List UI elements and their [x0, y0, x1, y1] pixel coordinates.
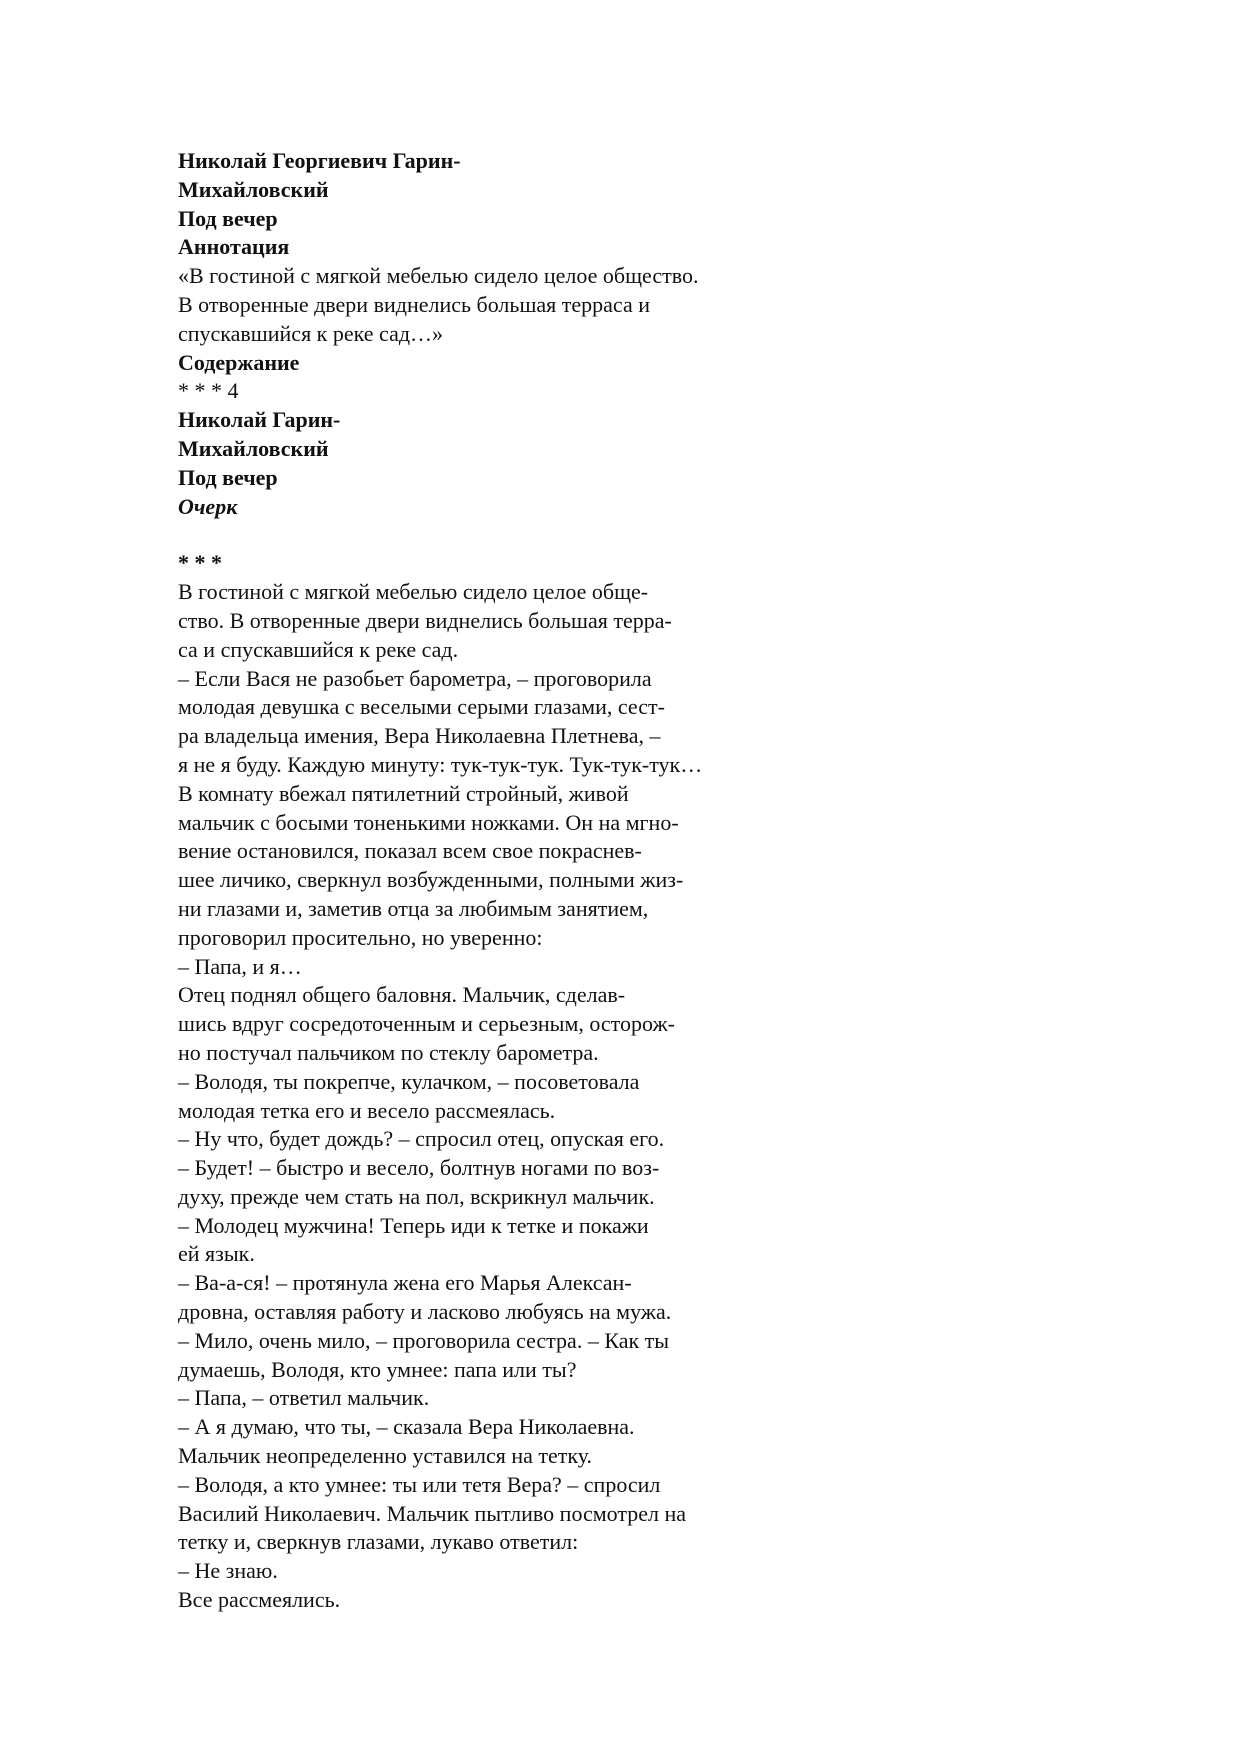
page-content: [178, 147, 898, 1615]
book-title: Под вечер: [178, 205, 278, 231]
body-line: вение остановился, показал всем свое покраснев-: [178, 838, 642, 864]
body-line: – Не знаю.: [178, 1558, 278, 1584]
author-name-line-1: Николай Георгиевич Гарин-: [178, 148, 461, 173]
body-line: духу, прежде чем стать на пол, вскрикнул мальчик.: [178, 1183, 655, 1209]
body-line: Василий Николаевич. Мальчик пытливо посмотрел на: [178, 1500, 687, 1526]
body-line: – А я думаю, что ты, – сказала Вера Николаевна.: [178, 1414, 635, 1440]
body-line: Мальчик неопределенно уставился на тетку.: [178, 1443, 593, 1469]
annotation-heading: Аннотация: [178, 234, 290, 260]
body-line: шись вдруг сосредоточенным и серьезным, осторож-: [178, 1011, 675, 1037]
body-line: – Володя, а кто умнее: ты или тетя Вера? – спросил: [178, 1471, 661, 1497]
body-line: но постучал пальчиком по стеклу барометра.: [178, 1039, 599, 1065]
body-line: – Ва-а-ся! – протянула жена его Марья Алексан-: [178, 1270, 632, 1296]
body-line: В гостиной с мягкой мебелью сидело целое обще-: [178, 579, 649, 605]
body-line: думаешь, Володя, кто умнее: папа или ты?: [178, 1356, 577, 1382]
author-name-line-2: Михайловский: [178, 176, 329, 202]
body-line: ство. В отворенные двери виднелись большая терра-: [178, 607, 672, 633]
body-line: тетку и, сверкнув глазами, лукаво ответил:: [178, 1529, 579, 1555]
body-line: – Будет! – быстро и весело, болтнув ногами по воз-: [178, 1155, 660, 1181]
body-line: са и спускавшийся к реке сад.: [178, 636, 459, 662]
chapter-subtitle: Очерк: [178, 493, 238, 519]
body-line: проговорил просительно, но уверенно:: [178, 924, 543, 950]
body-line: – Володя, ты покрепче, кулачком, – посоветовала: [178, 1068, 640, 1094]
section-mark: * * *: [178, 550, 222, 576]
annotation-line: «В гостиной с мягкой мебелью сидело целое общество.: [178, 263, 699, 289]
body-line: я не я буду. Каждую минуту: тук-тук-тук. Тук-тук-тук…: [178, 751, 703, 777]
body-line: Все рассмеялись.: [178, 1587, 341, 1613]
body-line: ра владельца имения, Вера Николаевна Плетнева, –: [178, 723, 661, 749]
section-spacer: [178, 521, 898, 549]
toc-entry[interactable]: * * * 4: [178, 378, 239, 404]
annotation-line: В отворенные двери виднелись большая терраса и: [178, 291, 650, 317]
body-line: – Папа, – ответил мальчик.: [178, 1385, 430, 1411]
body-line: В комнату вбежал пятилетний стройный, живой: [178, 780, 629, 806]
body-line: шее личико, сверкнул возбужденными, полными жиз-: [178, 867, 684, 893]
chapter-author-line-2: Михайловский: [178, 435, 329, 461]
body-text: [178, 578, 898, 1615]
body-line: молодая тетка его и весело рассмеялась.: [178, 1097, 556, 1123]
body-line: молодая девушка с веселыми серыми глазами, сест-: [178, 694, 665, 720]
body-line: – Папа, и я…: [178, 953, 302, 979]
body-line: – Мило, очень мило, – проговорила сестра. – Как ты: [178, 1327, 670, 1353]
body-line: – Ну что, будет дождь? – спросил отец, опуская его.: [178, 1126, 665, 1152]
body-line: ни глазами и, заметив отца за любимым занятием,: [178, 895, 649, 921]
body-line: дровна, оставляя работу и ласково любуясь на мужа.: [178, 1299, 672, 1325]
chapter-author-line-1: Николай Гарин-: [178, 407, 341, 433]
toc-heading: Содержание: [178, 349, 300, 375]
annotation-line: спускавшийся к реке сад…»: [178, 320, 444, 346]
body-line: мальчик с босыми тоненькими ножками. Он на мгно-: [178, 809, 679, 835]
chapter-title: Под вечер: [178, 464, 278, 490]
body-line: ей язык.: [178, 1241, 255, 1267]
body-line: – Если Вася не разобьет барометра, – проговорила: [178, 665, 652, 691]
body-line: Отец поднял общего баловня. Мальчик, сделав-: [178, 982, 626, 1008]
body-line: – Молодец мужчина! Теперь иди к тетке и покажи: [178, 1212, 649, 1238]
